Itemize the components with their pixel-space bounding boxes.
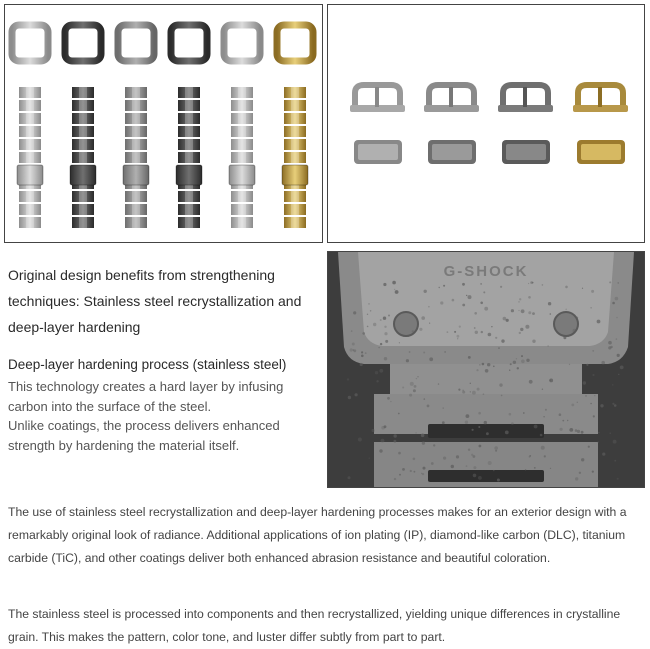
body-paragraph-1: The use of stainless steel recrystallization and deep-layer hardening processes makes for an exterior design with a remarkably original look of radiance. Additional applications of ion plating (IP), diamond-like carbon (DLC), titanium carbide (TiC), and other coatings deliver both enhanced abrasion resistance and beautiful coloration. [8,505,627,565]
bezels-bands-image [4,4,323,243]
process-title: Deep-layer hardening process (stainless steel) [8,357,287,372]
band-dark-2 [176,87,202,228]
bezel-dark-2 [171,25,207,61]
bezel-silver [12,25,48,61]
bezel-silver-2 [224,25,260,61]
buckle-gray [424,85,479,112]
loop-gray [428,140,476,164]
buckle-gold [573,85,628,112]
intro-heading: Original design benefits from strengthening techniques: Stainless steel recrystallization and deep-layer hardening [8,267,302,335]
bezel-dark [65,25,101,61]
screw-left [394,312,418,336]
band-gold [282,87,308,228]
g-shock-engraving: G-SHOCK [443,263,529,280]
band-silver-2 [229,87,255,228]
band-gray [123,87,149,228]
loop-dark [502,140,550,164]
process-description [8,377,323,455]
process-line-2: Unlike coatings, the process delivers enhanced strength by hardening the material itself. [8,418,280,453]
watch-closeup-image [327,251,645,488]
band-dark [70,87,96,228]
buckle-silver [350,85,405,112]
body-paragraph-2: The stainless steel is processed into components and then recrystallized, yielding unique differences in crystalline grain. This makes the pattern, color tone, and luster differ subtly from part to part. [8,607,621,644]
loop-gold [577,140,625,164]
bezel-gray [118,25,154,61]
buckle-dark [498,85,553,112]
buckles-loops-image [327,4,645,243]
loop-silver [354,140,402,164]
bezel-gold [277,25,313,61]
process-line-1: This technology creates a hard layer by infusing carbon into the surface of the steel. [8,379,284,414]
band-silver [17,87,43,228]
